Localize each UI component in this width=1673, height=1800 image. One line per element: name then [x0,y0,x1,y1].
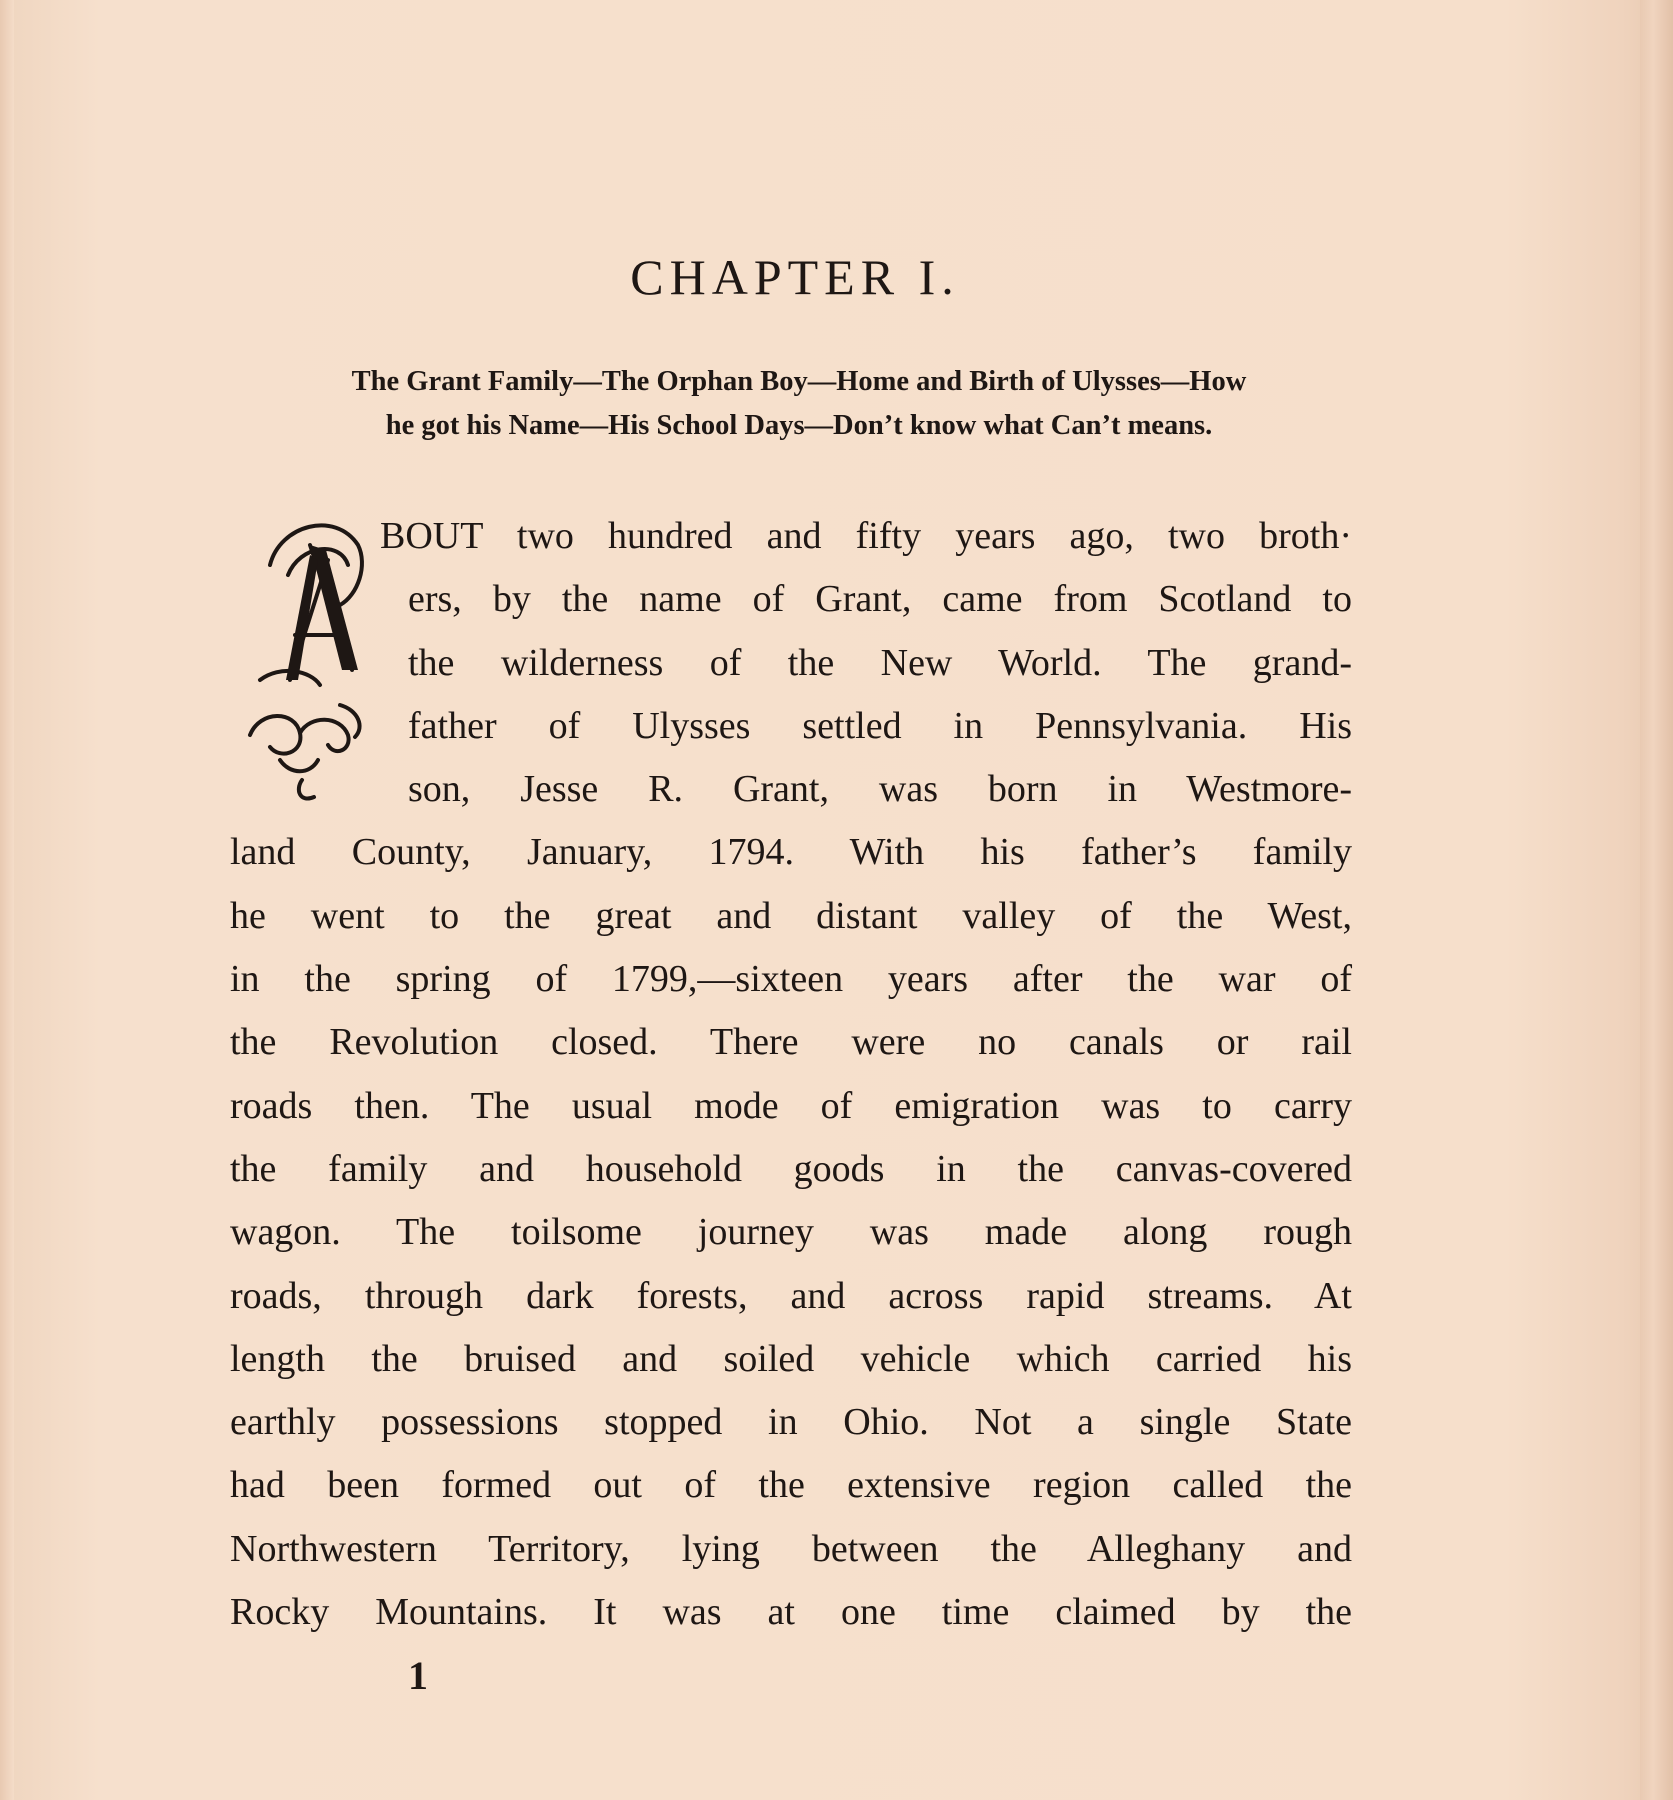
page-number: 1 [408,1653,428,1698]
text-line: ers, by the name of Grant, came from Scotland to [408,578,1352,621]
text-line: he went to the great and distant valley of the West, [230,894,1352,937]
text-line: land County, January, 1794. With his father’s family [230,831,1352,874]
text-line: wagon. The toilsome journey was made along rough [230,1211,1352,1254]
summary-line: he got his Name—His School Days—Don’t know what Can’t means. [385,410,1213,441]
text-line: earthly possessions stopped in Ohio. Not a single State [230,1401,1352,1444]
drop-cap-letter: A [240,505,241,506]
text-line: father of Ulysses settled in Pennsylvania. His [408,704,1352,747]
text-line: roads, through dark forests, and across rapid streams. At [230,1274,1352,1317]
text-line: the family and household goods in the canvas-covered [230,1147,1352,1190]
text-line: Rocky Mountains. It was at one time claimed by the [230,1591,1352,1634]
text-line: roads then. The usual mode of emigration was to carry [230,1084,1352,1127]
text-line: the Revolution closed. There were no canals or rail [230,1021,1352,1064]
chapter-summary [234,360,1364,448]
summary-line: The Grant Family—The Orphan Boy—Home and Birth of Ulysses—How [351,366,1247,397]
chapter-title: CHAPTER I. [630,249,960,305]
body-text [230,505,1352,1644]
text-line: in the spring of 1799,—sixteen years after the war of [230,958,1352,1001]
text-line: son, Jesse R. Grant, was born in Westmore- [408,768,1352,811]
text-line: length the bruised and soiled vehicle which carried his [230,1337,1352,1380]
text-line: had been formed out of the extensive region called the [230,1464,1352,1507]
text-line: Northwestern Territory, lying between the Alleghany and [230,1527,1352,1570]
page-right-edge [1640,0,1673,1800]
text-line: the wilderness of the New World. The grand- [408,641,1352,684]
text-line: BOUT two hundred and fifty years ago, two broth· [380,515,1352,557]
